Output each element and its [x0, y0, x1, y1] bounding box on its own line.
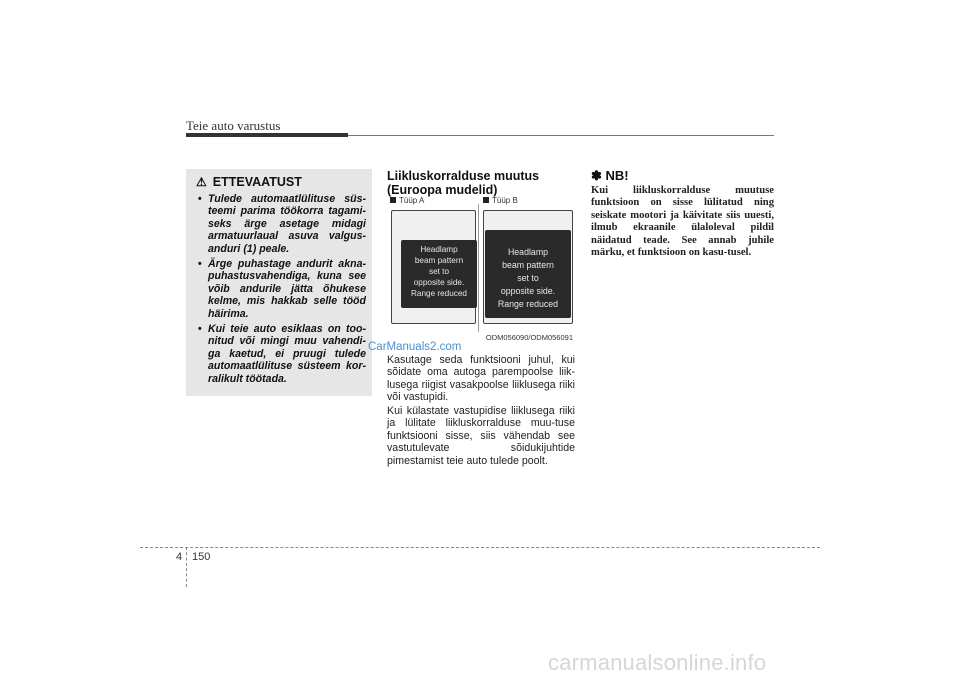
- note-text: Kui liikluskorralduse muutuse funktsioon on sisse lülitatud ning seiskate mootori ja käivitate siis uuesti, ilmub ekraanile ülaloleval pildil näidatud teade. See annab juhile märku, et funktsioon on kasu-tusel.: [591, 185, 774, 259]
- display-line: set to: [428, 267, 450, 276]
- caution-heading-text: ETTEVAATUST: [212, 175, 302, 189]
- display-message: [485, 230, 571, 318]
- caution-box: [186, 169, 372, 396]
- caution-item: • Tulede automaatlülituse süs-teemi parima töökorra tagami-seks ärge asetage midagi armatuurlaual asuva valgus-anduri (1) peale.: [192, 193, 366, 255]
- caution-item: • Ärge puhastage andurit akna-puhastusvahendiga, kuna see võib andurile jätta õhukese kelme, mis hakkab selle tööd häirima.: [192, 258, 366, 320]
- caution-heading: [196, 175, 302, 189]
- display-line: set to: [517, 273, 539, 283]
- caution-item: • Kui teie auto esiklaas on too-nitud või mingi muu vahendi-ga kaetud, ei pruugi tulede automaatlülituse süsteem kor-ralikult töötada.: [192, 323, 366, 385]
- note-heading: ✽ NB!: [591, 168, 629, 183]
- type-b-text: Tüüp B: [492, 196, 518, 205]
- carmanuals-watermark: CarManuals2.com: [368, 341, 462, 353]
- header-rule: [348, 135, 774, 136]
- display-line: beam pattern: [502, 260, 554, 270]
- type-a-text: Tüüp A: [399, 196, 425, 205]
- display-line: opposite side.: [413, 278, 465, 287]
- footer-divider: [186, 547, 187, 587]
- figure-caption: ODM056090/ODM056091: [485, 333, 573, 342]
- caution-list: [192, 193, 366, 388]
- cluster-display-type-a: [391, 210, 476, 324]
- page-number: 150: [192, 551, 211, 563]
- display-line: opposite side.: [500, 286, 556, 296]
- section-title: Liikluskorralduse muutus (Euroopa mudelid): [387, 169, 540, 197]
- display-line: Headlamp: [507, 247, 549, 257]
- display-line: Headlamp: [420, 245, 458, 254]
- display-figure: [387, 196, 575, 343]
- site-watermark: carmanualsonline.info: [548, 650, 767, 675]
- display-message: [401, 240, 477, 308]
- display-line: beam pattern: [414, 256, 464, 265]
- cluster-display-type-b: [483, 210, 573, 324]
- chapter-number: 4: [176, 551, 183, 563]
- type-a-label: [390, 196, 424, 205]
- footer-rule: [140, 547, 820, 548]
- body-paragraph: Kasutage seda funktsiooni juhul, kui sõidate oma autoga parempoolse liik-lusega riigist vasakpoolse liiklusega riiki või vastupidi.: [387, 354, 575, 404]
- figure-divider: [478, 204, 479, 332]
- square-bullet-icon: [390, 197, 396, 203]
- body-paragraph: Kui külastate vastupidise liiklusega riiki ja lülitate liikluskorralduse muu-tuse funktsiooni sisse, siis vähendab see vastutulevate sõidukijuhtide pimestamist teie auto tulede poolt.: [387, 405, 575, 467]
- type-b-label: [483, 196, 518, 205]
- display-line: Range reduced: [411, 289, 467, 298]
- square-bullet-icon: [483, 197, 489, 203]
- warning-triangle-icon: ⚠: [196, 175, 207, 189]
- display-line: Range reduced: [497, 299, 559, 309]
- page-header-title: Teie auto varustus: [186, 118, 281, 133]
- header-bar: [186, 133, 348, 137]
